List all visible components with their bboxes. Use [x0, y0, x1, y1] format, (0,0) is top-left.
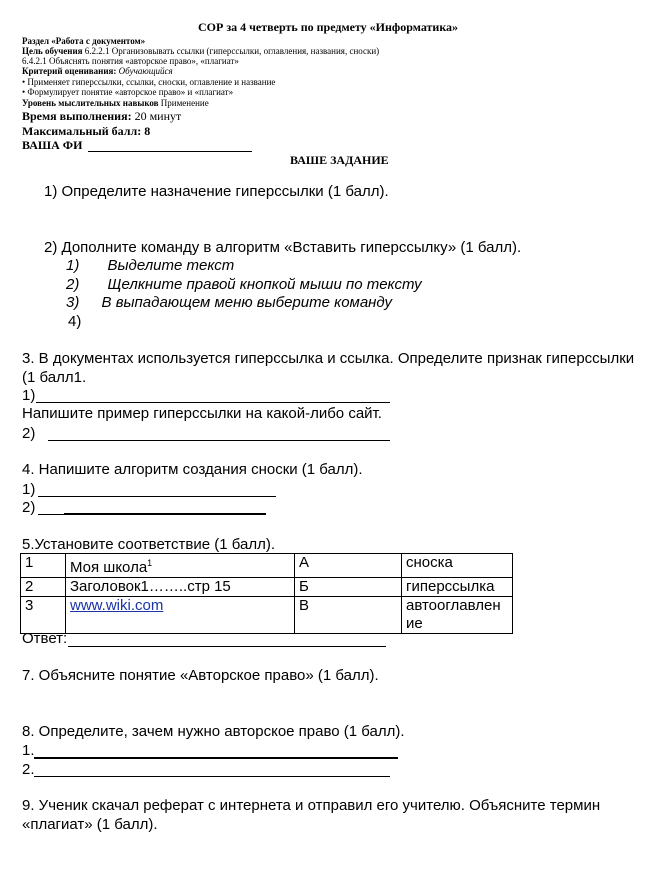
time-value: 20 минут [134, 109, 182, 123]
q2-step-num: 3) [66, 294, 80, 311]
q2-step-3 [66, 294, 392, 311]
row-letter: Б [295, 578, 402, 597]
term-part-2: ие [406, 615, 423, 632]
q2-step-1 [66, 257, 234, 274]
q2-step-num: 4) [68, 313, 82, 330]
q5-answer-label: Ответ: [22, 630, 68, 647]
row-item [66, 554, 295, 578]
q2-step-2 [66, 276, 422, 293]
name-label: ВАША ФИ [22, 138, 83, 152]
q4-answer-1-label: 1) [22, 481, 36, 498]
question-3-line-1: 3. В документах используется гиперссылка и ссылка. Определите признак гиперссылки [22, 350, 635, 367]
row-number: 2 [21, 578, 66, 597]
section-label: Раздел «Работа с документом» [22, 36, 146, 46]
q8-answer-2-label: 2. [22, 761, 35, 778]
row-term: сноска [402, 554, 513, 578]
q2-step-text: Щелкните правой кнопкой мыши по тексту [107, 276, 422, 293]
q5-answer-line[interactable] [68, 646, 386, 647]
q2-step-num: 1) [66, 257, 80, 274]
time-line [22, 109, 181, 124]
q3-answer-1-label: 1) [22, 387, 36, 404]
time-label: Время выполнения: [22, 109, 132, 123]
row-letter: В [295, 597, 402, 634]
question-7: 7. Объясните понятие «Авторское право» (1 балл). [22, 667, 379, 684]
question-2: 2) Дополните команду в алгоритм «Вставить гиперссылку» (1 балл). [44, 239, 522, 256]
term-part-1: автооглавлен [406, 597, 501, 614]
goal-label: Цель обучения [22, 46, 83, 56]
question-8: 8. Определите, зачем нужно авторское право (1 балл). [22, 723, 405, 740]
row-item [66, 597, 295, 634]
criteria-item-1: • Применяет гиперссылки, ссылки, сноски, оглавление и название [22, 77, 276, 87]
row-term: гиперссылка [402, 578, 513, 597]
question-1: 1) Определите назначение гиперссылки (1 балл). [44, 183, 389, 200]
q2-step-4 [68, 313, 81, 330]
q2-step-text: Выделите текст [107, 257, 235, 274]
criteria-label: Критерий оценивания: [22, 66, 117, 76]
q3-answer-2-label: 2) [22, 425, 36, 442]
row-term [402, 597, 513, 634]
goal-text: 6.2.2.1 Организовывать ссылки (гиперссылки, оглавления, названия, сноски) [84, 46, 380, 56]
criteria-line [22, 66, 173, 76]
level-label: Уровень мыслительных навыков [22, 98, 159, 108]
matching-table [20, 553, 513, 634]
q4-answer-2-line-b[interactable] [64, 513, 266, 515]
name-input-line[interactable] [88, 151, 252, 152]
level-value: Применение [160, 98, 209, 108]
q8-answer-1-label: 1. [22, 742, 35, 759]
row-item: Заголовок1……..стр 15 [66, 578, 295, 597]
q3-answer-2-line[interactable] [48, 440, 390, 441]
table-row [21, 554, 513, 578]
q3-example-prompt: Напишите пример гиперссылки на какой-либо сайт. [22, 405, 382, 422]
footnote-mark: 1 [147, 558, 153, 568]
q8-answer-2-line[interactable] [34, 776, 390, 777]
row-letter: А [295, 554, 402, 578]
criteria-item-2: • Формулирует понятие «авторское право» и «плагиат» [22, 87, 234, 97]
question-9-line-2: «плагиат» (1 балл). [22, 816, 158, 833]
page-title: СОР за 4 четверть по предмету «Информатика» [198, 20, 459, 34]
q2-step-num: 2) [66, 276, 80, 293]
q4-answer-1-line[interactable] [38, 496, 276, 497]
level-line [22, 98, 209, 108]
max-score: Максимальный балл: 8 [22, 124, 151, 138]
q4-answer-2-line-a[interactable] [38, 514, 64, 515]
question-3-line-2: (1 балл1. [22, 369, 87, 386]
item-text: Моя школа [70, 559, 148, 576]
row-number: 1 [21, 554, 66, 578]
table-row [21, 597, 513, 634]
goal-text-2: 6.4.2.1 Объяснять понятия «авторское право», «плагиат» [22, 56, 239, 66]
table-row [21, 578, 513, 597]
question-5: 5.Установите соответствие (1 балл). [22, 536, 275, 553]
row-number: 3 [21, 597, 66, 634]
q2-step-text: В выпадающем меню выберите команду [101, 294, 393, 311]
task-heading: ВАШЕ ЗАДАНИЕ [290, 153, 389, 167]
q8-answer-1-line[interactable] [34, 757, 398, 759]
q3-answer-1-line[interactable] [36, 402, 390, 403]
goal-line [22, 46, 379, 56]
criteria-value: Обучающийся [118, 66, 173, 76]
q4-answer-2-label: 2) [22, 499, 36, 516]
question-9-line-1: 9. Ученик скачал реферат с интернета и отправил его учителю. Объясните термин [22, 797, 601, 814]
question-4: 4. Напишите алгоритм создания сноски (1 балл). [22, 461, 363, 478]
wiki-link[interactable]: www.wiki.com [70, 597, 164, 614]
